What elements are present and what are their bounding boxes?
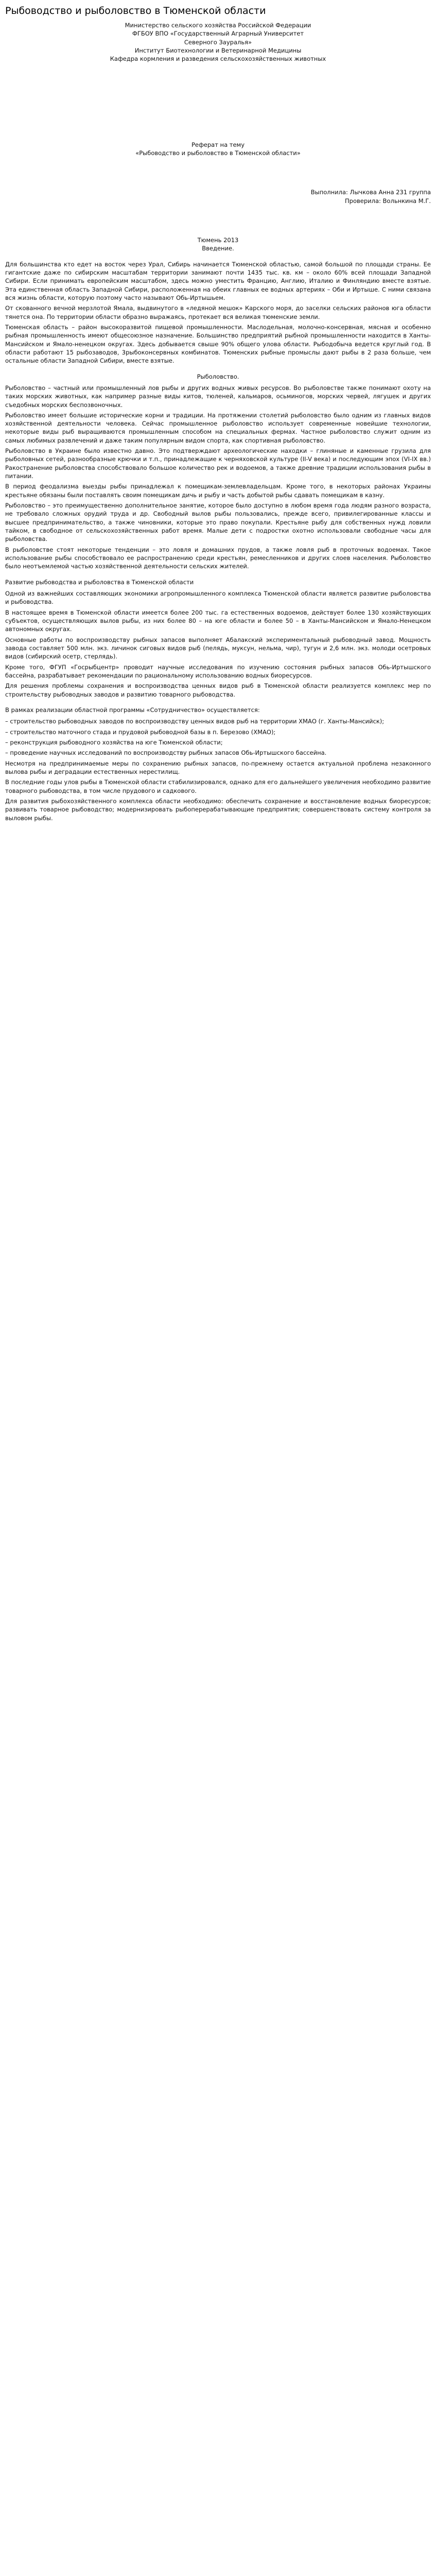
fishing-paragraph: Рыболовство в Украине было известно давно. Это подтверждают археологические находки – глиняные и каменные грузила для рыболовных сетей, разнообразные крючки и т.п., принадлежащие к черняховской культуре (II-V века) и последующим эпох (VI-IX вв.) Ракостранение рыболовства способствовало большое количество рек и водоемов, а также древние традиции использования рыбы в питании.	[5, 447, 431, 480]
development-heading: Развитие рыбоводства и рыболовства в Тюменской области	[5, 578, 194, 586]
program-paragraph: Несмотря на предпринимаемые меры по сохранению рыбных запасов, по-прежнему остается актуальной проблема незаконного вылова рыбы и деградации естественных нерестилищ.	[5, 759, 431, 775]
title-page-line: Северного Зауралья»	[184, 38, 252, 46]
program-paragraph: – строительство рыбоводных заводов по воспроизводству ценных видов рыб на территории ХМАО (г. Ханты-Мансийск);	[5, 718, 385, 725]
title-page-line: Институт Биотехнологии и Ветеринарной Медицины	[134, 46, 302, 54]
referat-block	[5, 141, 431, 158]
fishing-heading: Рыболовство.	[197, 372, 239, 380]
city-year-block	[5, 236, 431, 253]
fishing-paragraph: Рыболовство имеет большие исторические корни и традиции. На протяжении столетий рыболовство было одним из главных видов хозяйственной деятельности человека. Сейчас промышленное рыболовство использует современные новейшие технологии, некоторые виды рыб выращиваются промышленным способом на специальных фермах. Частное рыболовство служит одним из самых любимых развлечений и даже таким популярным видом спорта, как спортивная рыболовство.	[5, 411, 431, 444]
intro-paragraph: Тюменская область – район высокоразвитой пищевой промышленности. Маслодельная, молочно-консервная, мясная и особенно рыбная промышленность имеют общесоюзное назначение. Большинство предприятий рыбной промышленности находится в Ханты-Мансийском и Ямало-ненецком округах. Здесь добывается свыше 90% общего улова области. Рыбодобыча ведется круглый год. В области работают 15 рыбозаводов, 3рыбоконсервных комбинатов. Тюменских рыбные промыслы дают рыбы в 2 раза больше, чем остальные области Западной Сибири, вместе взятые.	[5, 323, 431, 365]
program-paragraph: – проведение научных исследований по воспроизводству рыбных запасов Обь-Иртышского бассейна.	[5, 749, 327, 757]
referat-line: Реферат на тему	[191, 141, 245, 148]
fishing-section	[5, 384, 431, 571]
development-paragraph: Основные работы по воспроизводству рыбных запасов выполняет Абалакский экспериментальный рыбоводный завод. Мощность завода составляет 500 млн. экз. личинок сиговых видов рыб (пелядь, муксун, нельма, чир), тугун и 2,6 млн. экз. молоди осетровых видов (сибирский осетр, стерлядь).	[5, 636, 431, 660]
title-page-line: Кафедра кормления и разведения сельскохозяйственных животных	[110, 55, 326, 63]
development-paragraph: Для решения проблемы сохранения и воспроизводства ценных видов рыб в Тюменской области реализуется комплекс мер по строительству рыбоводных заводов и развитию товарного рыбоводства.	[5, 682, 431, 698]
fishing-paragraph: В рыболовстве стоят некоторые тенденции – это ловля и домашних прудов, а также ловля рыб в проточных водоемах. Такое использование рыбы способствовало ее распространению среди крестьян, ремесленников и других слоев населения. Рыболовство было неотъемлемой частью хозяйственной деятельности сельских жителей.	[5, 546, 431, 570]
author-line: Выполнила: Лычкова Анна 231 группа	[310, 189, 431, 196]
development-section	[5, 589, 431, 699]
intro-heading: Введение.	[202, 245, 234, 252]
title-page-header	[5, 21, 431, 63]
development-paragraph: Одной из важнейших составляющих экономики агропромышленного комплекса Тюменской области является развитие рыболовства и рыбоводства.	[5, 590, 431, 606]
development-paragraph: Кроме того, ФГУП «Госрыбцентр» проводит научные исследования по изучению состояния рыбных запасов Обь-Иртышского бассейна, разрабатывает рекомендации по рациональному использованию водных биоресурсов.	[5, 663, 431, 680]
title-page-line: Министерство сельского хозяйства Российской Федерации	[125, 21, 311, 29]
city-year: Тюмень 2013	[197, 236, 239, 244]
intro-paragraph: Для большинства кто едет на восток через Урал, Сибирь начинается Тюменской областью, самой большой по площади страны. Ее гигантские даже по сибирским масштабам территории занимают почти 1435 тыс. кв. км – около 60% всей площади Западной Сибири. Если принимать европейским масштабом, здесь можно уместить Францию, Англию, Италию и Финляндию вместе взятые. Эта единственная область Западной Сибири, расположенная на обеих главных ее водных артериях – Оби и Иртыше. С ними связана вся жизнь области, которую поэтому часто называют Обь-Иртышьем.	[5, 260, 431, 301]
authors-block	[5, 188, 431, 205]
intro-paragraph: От скованного вечной мерзлотой Ямала, выдвинутого в «ледяной мешок» Карского моря, до заселки сельских районов юга области тянется она. По территории области образно выражаясь, протекает вся великая тюменские земли.	[5, 304, 431, 320]
intro-section	[5, 260, 431, 365]
program-paragraph: Для развития рыбохозяйственного комплекса области необходимо: обеспечить сохранение и восстановление водных биоресурсов; развивать товарное рыбоводство; модернизировать рыбоперерабатывающие предприятия; совершенствовать систему контроля за выловом рыбы.	[5, 797, 431, 822]
program-paragraph: – реконструкция рыбоводного хозяйства на юге Тюменской области;	[5, 738, 223, 746]
program-heading: В рамках реализации областной программы «Сотрудничество» осуществляется:	[5, 706, 260, 714]
fishing-paragraph: В период феодализма выезды рыбы принадлежал к помещикам-землевладельцам. Кроме того, в некоторых районах Украины крестьяне обязаны были поставлять своим помещикам дичь и рыбу и часть добытой рыбы сдавать помещикам в казну.	[5, 483, 431, 499]
document-title: Рыбоводство и рыболовство в Тюменской области	[5, 5, 266, 16]
development-paragraph: В настоящее время в Тюменской области имеется более 200 тыс. га естественных водоемов, действует более 130 хозяйствующих субъектов, осуществляющих вылов рыбы, из них более 80 – на юге области и более 50 – в Ханты-Мансийском и Ямало-Ненецком автономных округах.	[5, 608, 431, 633]
program-paragraph: В последние годы улов рыбы в Тюменской области стабилизировался, однако для его дальнейшего увеличения необходимо развитие товарного рыбоводства, в том числе прудового и садкового.	[5, 778, 431, 794]
fishing-paragraph: Рыболовство – это преимущественно дополнительное занятие, которое было доступно в любом время года людям разного возраста, не требовало сложных орудий труда и др. Свободный вылов рыбы пользовались, прежде всего, привилегированные классы и высшее предпринимательство, а также чиновники, которые это право покупали. Крестьяне рыбу для собственных нужд ловили тайком, в свободное от сельскохозяйственных работ время. Малые дети с подростки охотно использовали свободные часы для рыболовства.	[5, 502, 431, 543]
fishing-paragraph: Рыболовство – частный или промышленный лов рыбы и других водных живых ресурсов. Во рыболовстве также понимают охоту на таких морских животных, как например разные виды китов, тюленей, кальмаров, осьминогов, морских червей, лягушек и других съедобных морских беспозвоночных.	[5, 384, 431, 409]
title-page-line: ФГБОУ ВПО «Государственный Аграрный Университет	[132, 30, 304, 38]
program-paragraph: – строительство маточного стада и прудовой рыбоводной базы в п. Березово (ХМАО);	[5, 728, 276, 736]
document-page	[0, 0, 436, 835]
reviewer-line: Проверила: Вольнкина М.Г.	[345, 197, 431, 205]
referat-line: «Рыбоводство и рыболовство в Тюменской области»	[135, 149, 301, 157]
program-section	[5, 717, 431, 822]
